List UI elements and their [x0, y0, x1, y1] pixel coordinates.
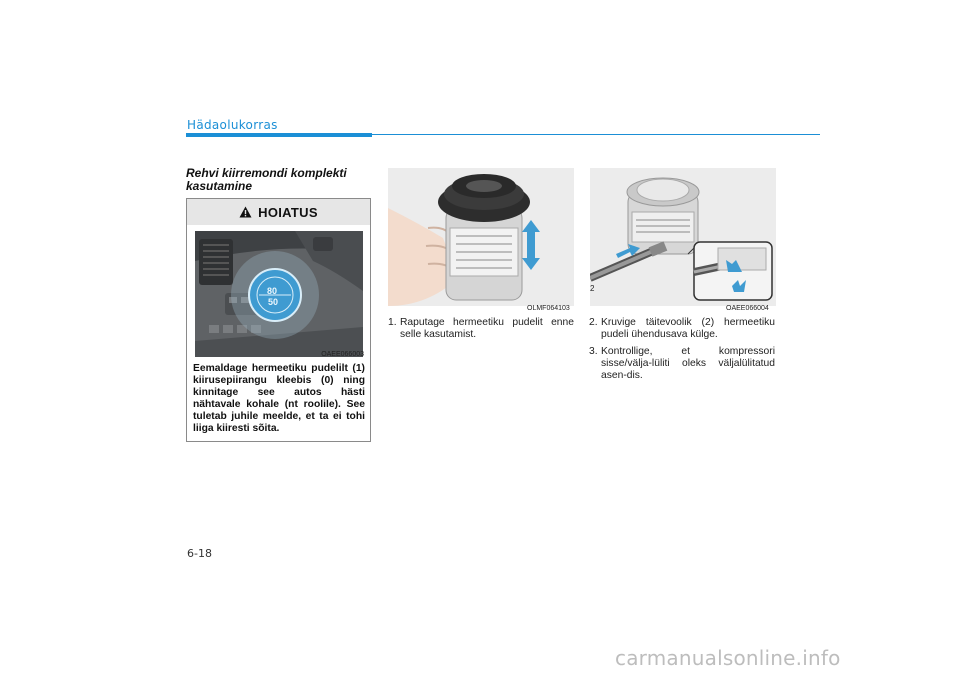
- hose-callout-number: 2: [590, 284, 595, 293]
- header-bar-thick: [186, 133, 372, 137]
- subsection-heading: Rehvi kiirremondi komplekti kasutamine: [186, 166, 347, 193]
- warning-image-code: OAEE066003: [321, 351, 364, 358]
- dashboard-photo: [195, 231, 363, 357]
- header-bar-thin: [372, 134, 820, 135]
- step-1-text: Raputage hermeetiku pudelit enne selle kasutamist.: [400, 317, 574, 340]
- warning-text: Eemaldage hermeetiku pudelilt (1) kiirusepiirangu kleebis (0) ning kinnitage see autos hästi nähtavale kohale (nt roolile). See tuletab juhile meelde, et ta ei tohi liiga kiiresti sõita.: [193, 363, 365, 434]
- warning-triangle-icon: [239, 206, 252, 218]
- step-3-number: 3.: [589, 346, 598, 357]
- watermark: carmanualsonline.info: [615, 646, 841, 670]
- step-2: [589, 317, 775, 341]
- warning-box: [186, 198, 371, 442]
- speed-label-top: 80: [267, 286, 278, 296]
- sealant-bottle-photo: [388, 168, 574, 306]
- step-2-number: 2.: [589, 317, 598, 328]
- step-2-text: Kruvige täitevoolik (2) hermeetiku pudeli ühendusava külge.: [601, 317, 775, 340]
- compressor-hose-photo: [590, 168, 776, 306]
- step-3: [589, 346, 775, 382]
- step-1-number: 1.: [388, 317, 397, 328]
- page-number: 6-18: [187, 547, 212, 560]
- warning-label: HOIATUS: [258, 204, 318, 220]
- step-1: [388, 317, 574, 341]
- speed-label-bottom: 50: [268, 297, 279, 307]
- warning-header: [187, 199, 370, 225]
- compressor-image-code: OAEE066004: [726, 305, 769, 312]
- section-title: Hädaolukorras: [187, 118, 278, 132]
- step-3-text: Kontrollige, et kompressori sisse/välja-lüliti oleks väljalülitatud asen-dis.: [601, 346, 775, 381]
- bottle-image-code: OLMF064103: [527, 305, 570, 312]
